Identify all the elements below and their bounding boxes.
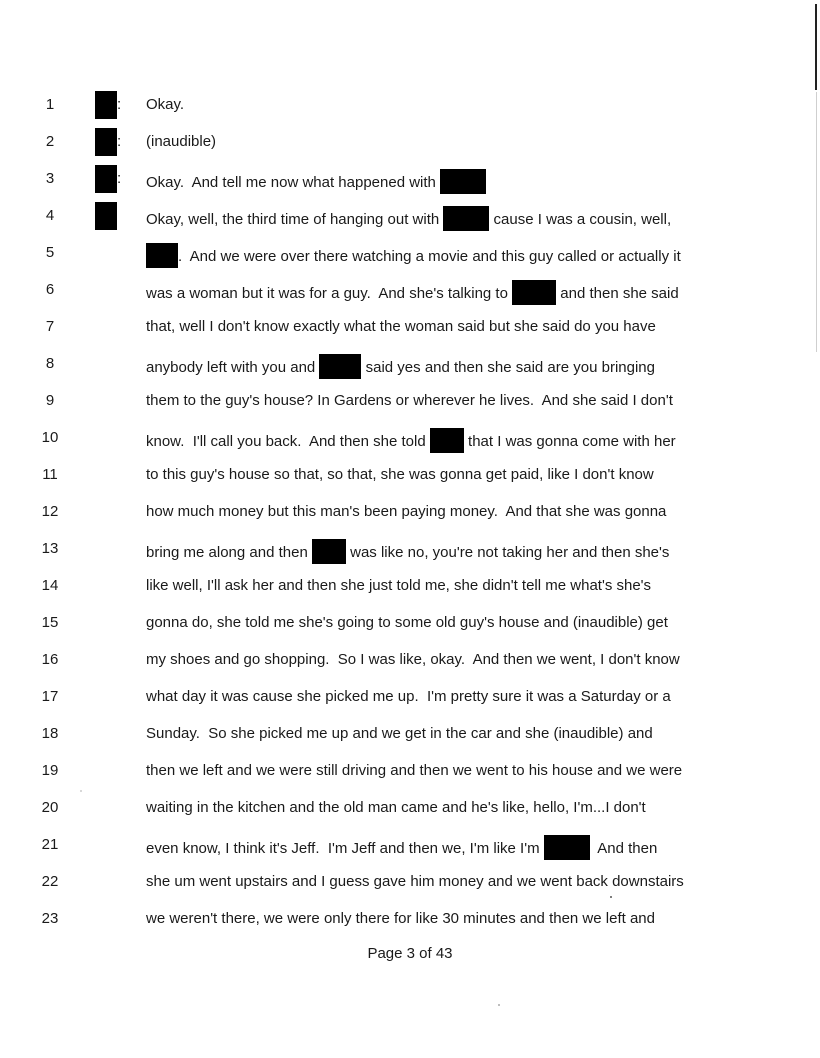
line-number: 1	[45, 96, 55, 113]
line-number: 21	[41, 836, 59, 853]
transcript-lines	[0, 87, 820, 938]
speaker-colon: :	[117, 133, 122, 150]
line-number: 16	[41, 651, 59, 668]
transcript-line	[0, 272, 820, 309]
text-segment: and then she said	[556, 285, 679, 302]
text-segment: gonna do, she told me she's going to some old guy's house and (inaudible) get	[146, 614, 668, 631]
line-number: 19	[41, 762, 59, 779]
text-segment: to this guy's house so that, so that, she was gonna get paid, like I don't know	[146, 466, 654, 483]
redaction-box	[443, 206, 489, 231]
line-number: 22	[41, 873, 59, 890]
line-text	[146, 724, 653, 744]
page-number: Page 3 of 43	[367, 945, 453, 962]
transcript-line	[0, 642, 820, 679]
transcript-line	[0, 679, 820, 716]
transcript-line	[0, 161, 820, 198]
text-segment: even know, I think it's Jeff. I'm Jeff and then we, I'm like I'm	[146, 840, 544, 857]
line-text	[146, 243, 681, 268]
transcript-line	[0, 457, 820, 494]
speaker-label	[95, 202, 117, 230]
line-number: 4	[45, 207, 55, 224]
text-segment: we weren't there, we were only there for like 30 minutes and then we left and	[146, 910, 655, 927]
redaction-box	[146, 243, 178, 268]
redaction-box	[95, 165, 117, 193]
line-text	[146, 613, 668, 633]
line-number: 5	[45, 244, 55, 261]
transcript-line	[0, 716, 820, 753]
transcript-line	[0, 383, 820, 420]
text-segment: . And we were over there watching a movie and this guy called or actually it	[178, 248, 681, 265]
line-text	[146, 206, 671, 231]
speaker-label	[95, 165, 121, 193]
line-text	[146, 539, 669, 564]
text-segment: know. I'll call you back. And then she told	[146, 433, 430, 450]
redaction-box	[95, 91, 117, 119]
line-text	[146, 576, 651, 596]
text-segment: then we left and we were still driving and then we went to his house and we were	[146, 762, 683, 779]
text-segment: was like no, you're not taking her and then she's	[345, 544, 670, 561]
redaction-box	[430, 428, 464, 453]
line-text	[146, 465, 654, 485]
scan-speck	[498, 1004, 500, 1006]
text-segment: Okay, well, the third time of hanging out with	[146, 211, 444, 228]
transcript-line	[0, 790, 820, 827]
line-number: 11	[42, 466, 58, 483]
scan-speck	[610, 896, 612, 898]
line-text	[146, 798, 646, 818]
line-text	[146, 317, 656, 337]
line-number: 3	[45, 170, 55, 187]
transcript-line	[0, 753, 820, 790]
line-text	[146, 95, 184, 115]
scan-edge-line	[815, 4, 817, 90]
speaker-colon: :	[117, 170, 122, 187]
text-segment: them to the guy's house? In Gardens or wherever he lives. And she said I don't	[146, 392, 673, 409]
transcript-line	[0, 605, 820, 642]
redaction-box	[319, 354, 361, 379]
text-segment: was a woman but it was for a guy. And she's talking to	[146, 285, 513, 302]
text-segment: And then	[589, 840, 658, 857]
line-text	[146, 761, 682, 781]
line-text	[146, 687, 671, 707]
line-text	[146, 909, 655, 929]
transcript-line	[0, 198, 820, 235]
transcript-line	[0, 901, 820, 938]
text-segment: she um went upstairs and I guess gave him money and we went back downstairs	[146, 873, 684, 890]
transcript-line	[0, 494, 820, 531]
text-segment: what day it was cause she picked me up. I'm pretty sure it was a Saturday or a	[146, 688, 671, 705]
text-segment: said yes and then she said are you bringing	[361, 359, 655, 376]
transcript-line	[0, 420, 820, 457]
line-number: 20	[41, 799, 59, 816]
line-number: 13	[41, 540, 59, 557]
transcript-line	[0, 568, 820, 605]
speaker-colon: :	[117, 96, 122, 113]
text-segment: bring me along and then	[146, 544, 312, 561]
line-text	[146, 280, 679, 305]
line-number: 15	[41, 614, 59, 631]
transcript-line	[0, 827, 820, 864]
line-text	[146, 354, 655, 379]
redaction-box	[440, 169, 486, 194]
redaction-box	[512, 280, 556, 305]
speaker-label	[95, 91, 121, 119]
line-number: 12	[41, 503, 59, 520]
redaction-box	[95, 128, 117, 156]
line-number: 7	[45, 318, 55, 335]
text-segment: (inaudible)	[146, 133, 217, 150]
line-text	[146, 835, 657, 860]
line-number: 9	[45, 392, 55, 409]
transcript-line	[0, 864, 820, 901]
text-segment: that I was gonna come with her	[463, 433, 676, 450]
scan-speck	[80, 790, 82, 792]
line-text	[146, 872, 684, 892]
transcript-line	[0, 309, 820, 346]
line-number: 23	[41, 910, 59, 927]
text-segment: Okay.	[146, 96, 185, 113]
text-segment: that, well I don't know exactly what the woman said but she said do you have	[146, 318, 656, 335]
line-number: 10	[41, 429, 59, 446]
transcript-line	[0, 235, 820, 272]
text-segment: Okay. And tell me now what happened with	[146, 174, 441, 191]
line-number: 8	[45, 355, 55, 372]
transcript-line	[0, 124, 820, 161]
line-text	[146, 132, 216, 152]
line-number: 2	[45, 133, 55, 150]
transcript-line	[0, 87, 820, 124]
text-segment: my shoes and go shopping. So I was like, okay. And then we went, I don't know	[146, 651, 680, 668]
redaction-box	[95, 202, 117, 230]
line-text	[146, 169, 486, 194]
redaction-box	[544, 835, 590, 860]
transcript-line	[0, 531, 820, 568]
speaker-label	[95, 128, 121, 156]
text-segment: anybody left with you and	[146, 359, 320, 376]
line-number: 18	[41, 725, 59, 742]
line-number: 17	[41, 688, 59, 705]
text-segment: how much money but this man's been paying money. And that she was gonna	[146, 503, 667, 520]
line-text	[146, 650, 680, 670]
text-segment: waiting in the kitchen and the old man came and he's like, hello, I'm...I don't	[146, 799, 646, 816]
line-number: 14	[41, 577, 59, 594]
line-text	[146, 502, 666, 522]
line-text	[146, 428, 676, 453]
text-segment: like well, I'll ask her and then she just told me, she didn't tell me what's she's	[146, 577, 652, 594]
transcript-line	[0, 346, 820, 383]
redaction-box	[312, 539, 346, 564]
line-number: 6	[45, 281, 55, 298]
text-segment: cause I was a cousin, well,	[489, 211, 672, 228]
text-segment: Sunday. So she picked me up and we get in the car and she (inaudible) and	[146, 725, 653, 742]
line-text	[146, 391, 673, 411]
